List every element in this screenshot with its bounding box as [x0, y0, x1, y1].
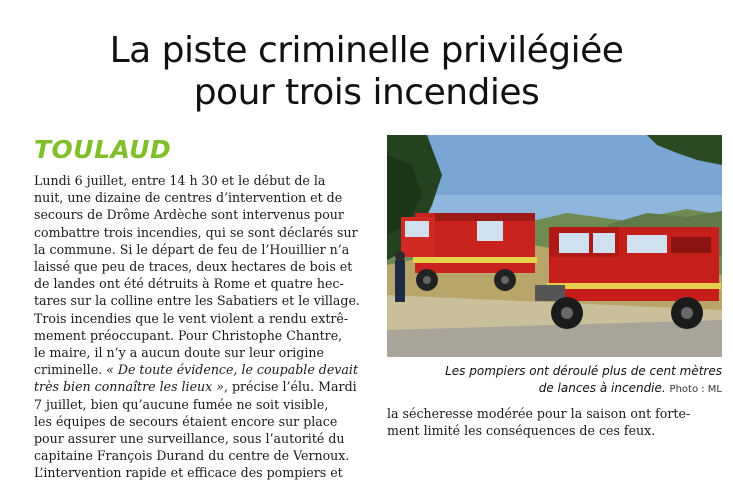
- location-kicker: TOULAUD: [34, 135, 172, 164]
- photo-credit: Photo : ML: [669, 384, 722, 395]
- body-line: la sécheresse modérée pour la saison ont forte-: [387, 406, 691, 421]
- headline-line-1: La piste criminelle privilégiée: [109, 30, 624, 71]
- body-line: Lundi 6 juillet, entre 14 h 30 et le début de la: [34, 173, 326, 188]
- body-line-text: , précise l’élu. Mardi: [223, 379, 357, 395]
- body-line: les équipes de secours étaient encore sur place: [34, 413, 338, 429]
- headline: [0, 30, 733, 114]
- body-line-text: criminelle.: [34, 362, 103, 378]
- body-line: ment limité les conséquences de ces feux.: [387, 423, 656, 439]
- headline-line-2: pour trois incendies: [193, 72, 540, 113]
- body-line: [34, 361, 367, 378]
- body-line: [34, 378, 367, 395]
- fire-trucks-photo: [387, 135, 722, 357]
- body-line: secours de Drôme Ardèche sont intervenus pour: [34, 207, 344, 223]
- body-line: capitaine François Durand du centre de Vernoux.: [34, 448, 350, 464]
- body-line: 7 juillet, bien qu’aucune fumée ne soit visible,: [34, 396, 329, 412]
- quote-text: très bien connaître les lieux »: [34, 379, 224, 395]
- caption-text: de lances à incendie.: [538, 381, 666, 395]
- quote-text: « De toute évidence, le coupable devait: [106, 362, 359, 378]
- caption-line-1: Les pompiers ont déroulé plus de cent mètres: [445, 364, 722, 378]
- caption-line-2: [387, 380, 722, 398]
- article-paragraph: [34, 172, 367, 482]
- photo-caption: [387, 363, 722, 398]
- body-line: de landes ont été détruits à Rome et quatre hec-: [34, 276, 344, 292]
- body-line: combattre trois incendies, qui se sont déclarés sur: [34, 224, 358, 240]
- article-body-left: [34, 172, 367, 482]
- body-line: tares sur la colline entre les Sabatiers et le village.: [34, 293, 360, 309]
- article-photo: [387, 135, 722, 357]
- body-line: L’intervention rapide et efficace des pompiers et: [34, 465, 343, 481]
- body-line: Trois incendies que le vent violent a rendu extrê-: [34, 310, 349, 326]
- body-line: pour assurer une surveillance, sous l’autorité du: [34, 431, 345, 447]
- body-line: nuit, une dizaine de centres d’intervention et de: [34, 190, 343, 206]
- body-line: le maire, il n’y a aucun doute sur leur origine: [34, 345, 324, 361]
- body-line: mement préoccupant. Pour Christophe Chantre,: [34, 327, 343, 343]
- body-line: la commune. Si le départ de feu de l’Houillier n’a: [34, 241, 350, 257]
- article-body-right: [387, 405, 722, 439]
- body-line: laissé que peu de traces, deux hectares de bois et: [34, 259, 353, 275]
